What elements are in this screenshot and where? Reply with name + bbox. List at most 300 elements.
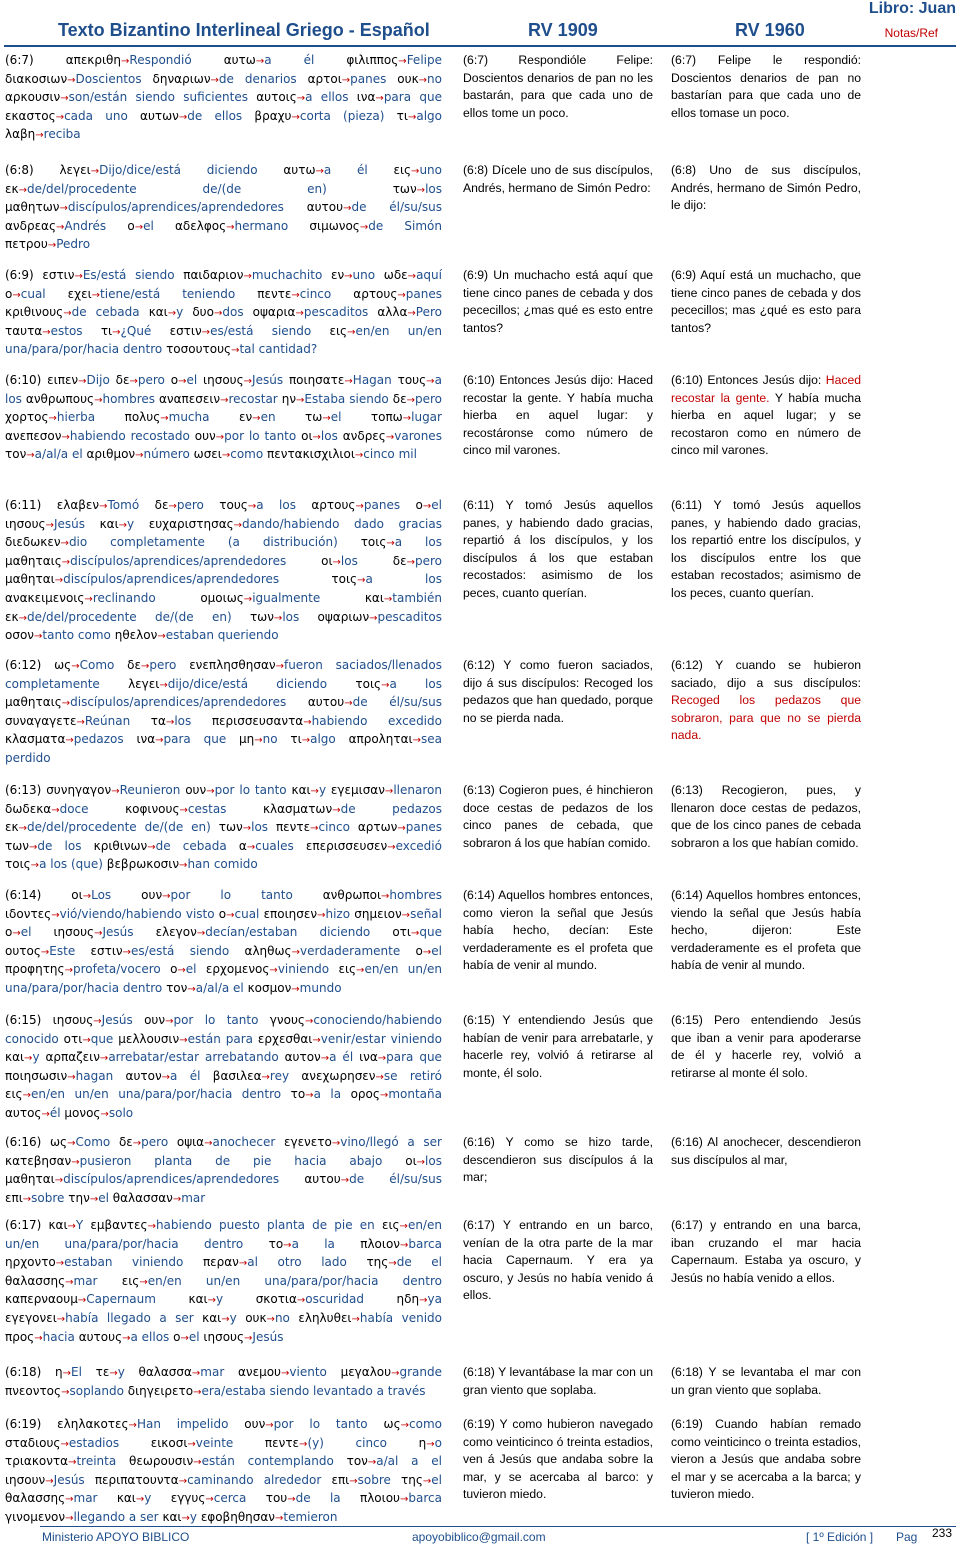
arrow-icon: → <box>407 271 417 282</box>
arrow-icon: → <box>40 946 50 958</box>
rv1909-text <box>463 657 653 727</box>
arrow-icon: → <box>178 376 187 387</box>
spanish-gloss: de él/su/sus <box>349 1172 442 1187</box>
verse-ref: (6:16) <box>5 1135 42 1149</box>
arrow-icon: → <box>22 1090 31 1102</box>
spanish-gloss: es/está siendo <box>131 943 230 958</box>
verse-text: Y como se hizo tarde, descendieron sus discípulos á la mar; <box>463 1135 653 1185</box>
greek-word: λεγει <box>128 676 160 691</box>
jesus-words: Haced recostar la gente. <box>671 373 862 405</box>
spanish-gloss: por lo tanto <box>170 888 293 902</box>
arrow-icon: → <box>165 1016 174 1027</box>
greek-word: κοφινους <box>125 801 180 816</box>
greek-word: ανδρεας <box>5 218 57 233</box>
arrow-icon: → <box>161 1071 171 1083</box>
greek-word: πολυς <box>124 410 161 425</box>
spanish-gloss: no <box>262 732 278 747</box>
spanish-gloss: grande <box>399 1365 442 1379</box>
spanish-gloss: y <box>117 1365 125 1379</box>
greek-word: αληθως <box>244 943 292 958</box>
verse-ref: (6:19) <box>463 1417 495 1431</box>
arrow-icon: → <box>305 1090 314 1102</box>
arrow-icon: → <box>377 1053 387 1065</box>
spanish-gloss: Como <box>79 658 115 672</box>
rv1909-text <box>463 1364 653 1399</box>
spanish-gloss: cuales <box>255 838 294 853</box>
spanish-gloss: hacia <box>42 1329 75 1344</box>
arrow-icon: → <box>399 1221 408 1232</box>
spanish-gloss: el <box>185 962 197 977</box>
greek-word: τον <box>5 447 27 462</box>
greek-word: των <box>392 181 417 196</box>
spanish-gloss: y <box>127 516 135 531</box>
spanish-gloss: para que <box>383 90 442 105</box>
greek-word: και <box>148 305 168 320</box>
verse-ref: (6:17) <box>463 1218 495 1232</box>
spanish-gloss: de él/su/sus <box>352 695 442 710</box>
greek-word: ινα <box>359 1050 378 1065</box>
jesus-words: Recoged los pedazos que sobraron, para que no se pierda nada. <box>671 693 861 743</box>
spanish-gloss: el <box>188 1329 200 1344</box>
spanish-gloss: número <box>143 447 190 462</box>
spanish-gloss: él <box>49 1105 61 1120</box>
arrow-icon: → <box>168 501 177 512</box>
rv1960-text <box>671 1364 861 1399</box>
spanish-gloss: en/en un/en una/para/por/hacia dentro <box>147 1273 442 1288</box>
verse-text: Entonces Jesús dijo: Haced recostar la gente. Y había mucha hierba en aquel lugar: y recostáronse como número de cinco mil varones. <box>463 373 653 458</box>
arrow-icon: → <box>238 1258 248 1270</box>
spanish-gloss: a/al a el <box>376 1454 442 1469</box>
spanish-gloss: panes <box>350 71 387 86</box>
arrow-icon: → <box>179 1034 188 1046</box>
greek-word: επι <box>331 1472 350 1487</box>
verse-text: Dícele uno de sus discípulos, Andrés, hermano de Simón Pedro: <box>463 163 654 195</box>
arrow-icon: → <box>60 1438 69 1450</box>
spanish-gloss: de/del/procedente de/(de en) <box>26 609 232 624</box>
greek-word: κοσμον <box>247 980 292 995</box>
arrow-icon: → <box>65 1276 74 1288</box>
greek-word: αυτον <box>125 1068 162 1083</box>
arrow-icon: → <box>322 413 331 425</box>
greek-word: ηθελον <box>114 628 158 643</box>
spanish-gloss: hombres <box>102 391 156 406</box>
greek-word: εγεμισαν <box>330 783 385 797</box>
greek-word: τι <box>290 732 302 747</box>
arrow-icon: → <box>122 1332 131 1344</box>
verse-ref: (6:15) <box>5 1013 42 1027</box>
arrow-icon: → <box>254 735 263 747</box>
greek-word: ανεπεσον <box>5 428 62 443</box>
arrow-icon: → <box>291 111 300 123</box>
arrow-icon: → <box>65 1494 74 1506</box>
arrow-icon: → <box>60 93 69 105</box>
arrow-icon: → <box>418 74 428 86</box>
spanish-gloss: como <box>409 1417 442 1431</box>
greek-word: θαλασσης <box>5 1491 66 1506</box>
spanish-gloss: a los <box>394 535 442 550</box>
greek-word: τοις <box>360 535 387 550</box>
spanish-gloss: pusieron planta de pie hacia abajo <box>79 1153 383 1168</box>
greek-word: εχει <box>67 286 92 301</box>
arrow-icon: → <box>344 271 353 282</box>
verse-ref: (6:18) <box>5 1365 42 1379</box>
arrow-icon: → <box>220 394 229 406</box>
arrow-icon: → <box>295 308 304 320</box>
greek-word: των <box>5 838 29 853</box>
spanish-gloss: o <box>434 1435 442 1450</box>
page-footer <box>0 1526 960 1548</box>
greek-word: οι <box>321 553 333 568</box>
spanish-gloss: que <box>419 925 442 940</box>
arrow-icon: → <box>61 556 71 568</box>
arrow-icon: → <box>357 575 366 587</box>
rv1960-text <box>671 372 861 460</box>
verse-ref: (6:9) <box>463 268 489 282</box>
arrow-icon: → <box>419 1295 428 1307</box>
spanish-gloss: pero <box>141 1135 169 1149</box>
verse-ref: (6:11) <box>463 498 494 512</box>
arrow-icon: → <box>179 804 188 816</box>
greek-word: και <box>202 1310 222 1325</box>
spanish-gloss: arrebatar/estar arrebatando <box>108 1050 279 1065</box>
greek-word: εις <box>121 1273 140 1288</box>
greek-word: δε <box>115 373 130 387</box>
arrow-icon: → <box>332 804 341 816</box>
greek-word: αρτους <box>311 498 356 512</box>
greek-word: μαθητων <box>5 200 60 215</box>
arrow-icon: → <box>12 928 21 940</box>
greek-word: βασιλεα <box>212 1068 262 1083</box>
rv1960-text <box>671 1217 861 1287</box>
spanish-gloss: Dijo/dice/está diciendo <box>99 163 258 177</box>
spanish-gloss: por lo tanto <box>214 783 287 797</box>
greek-word: ουν <box>185 783 207 797</box>
greek-word: εγενετο <box>283 1135 332 1149</box>
verse-text: Entonces Jesús dijo: <box>707 373 826 387</box>
arrow-icon: → <box>387 841 396 853</box>
verse-text: Y entendiendo Jesús que habían de venir para arrebatarle, y hacerle rey, volvió á retirarse al monte, él solo. <box>463 1013 653 1080</box>
greek-word: ο <box>415 943 423 958</box>
spanish-gloss: también <box>392 590 442 605</box>
spanish-gloss: varones <box>394 428 442 443</box>
greek-word: τοις <box>331 572 358 587</box>
arrow-icon: → <box>22 1193 32 1205</box>
verse-ref: (6:10) <box>671 373 703 387</box>
spanish-gloss: anochecer <box>212 1135 276 1149</box>
spanish-gloss: habiendo puesto planta de pie en <box>155 1218 375 1232</box>
arrow-icon: → <box>139 1276 148 1288</box>
arrow-icon: → <box>160 413 169 425</box>
rv1909-text <box>463 162 653 197</box>
arrow-icon: → <box>206 786 215 797</box>
interlinear-text <box>5 887 442 999</box>
arrow-icon: → <box>28 841 38 853</box>
spanish-gloss: muchachito <box>251 268 323 282</box>
arrow-icon: → <box>310 786 319 797</box>
greek-word: απεκριθη <box>65 53 122 67</box>
spanish-gloss: vino/llegó a ser <box>340 1135 442 1149</box>
spanish-gloss: de pedazos <box>340 801 442 816</box>
spanish-gloss: oscuridad <box>305 1292 364 1307</box>
arrow-icon: → <box>67 1071 76 1083</box>
interlinear-text <box>5 657 442 768</box>
arrow-icon: → <box>47 240 57 252</box>
greek-word: του <box>265 1491 288 1506</box>
spanish-gloss: a la <box>313 1087 342 1102</box>
greek-word: η <box>418 1435 427 1450</box>
arrow-icon: → <box>132 1138 142 1149</box>
rv1909-text <box>463 1012 653 1082</box>
verse-text: Y levantábase la mar con un gran viento que soplaba. <box>463 1365 654 1397</box>
greek-word: επερισσευσεν <box>305 838 388 853</box>
arrow-icon: → <box>56 221 65 233</box>
arrow-icon: → <box>41 1108 50 1120</box>
verse-text: Y como hubieron navegado como veinticinco ó treinta estadios, ven á Jesús que andaba sobre la mar, y se acercaba al barco: y tuvieron miedo. <box>463 1417 653 1502</box>
spanish-gloss: en/en un/en una/para/por/hacia dentro <box>30 1087 282 1102</box>
greek-word: ιησουν <box>5 1472 46 1487</box>
spanish-gloss: hombres <box>389 888 442 902</box>
greek-word: λεγει <box>59 163 91 177</box>
spanish-gloss: Y <box>75 1218 84 1232</box>
greek-word: σιμωνος <box>309 218 360 233</box>
spanish-gloss: ¿Qué <box>120 323 152 338</box>
arrow-icon: → <box>233 519 243 531</box>
verse-ref: (6:8) <box>463 163 489 177</box>
verse-ref: (6:15) <box>463 1013 495 1027</box>
spanish-gloss: Doscientos <box>75 71 142 86</box>
greek-word: τους <box>219 498 248 512</box>
arrow-icon: → <box>391 1368 400 1379</box>
column-header-rv1960: RV 1960 <box>735 20 805 40</box>
spanish-gloss: soplando <box>69 1383 124 1398</box>
greek-word: και <box>188 1292 208 1307</box>
spanish-gloss: barca <box>408 1236 442 1251</box>
arrow-icon: → <box>266 1313 275 1325</box>
greek-word: οι <box>405 1153 417 1168</box>
verse-text: Y como fueron saciados, dijo á sus discípulos: Recoged los pedazos que han quedado, porque no se pierda nada. <box>463 658 653 725</box>
spanish-gloss: lugar <box>411 410 442 425</box>
verse-ref: (6:12) <box>5 658 42 672</box>
verse-ref: (6:9) <box>5 268 34 282</box>
greek-word: ανακειμενοις <box>5 590 85 605</box>
spanish-gloss: decían/estaban diciendo <box>205 925 371 940</box>
verse-ref: (6:14) <box>463 888 495 902</box>
spanish-gloss: tal cantidad? <box>239 342 318 357</box>
interlinear-text <box>5 52 442 145</box>
greek-word: και <box>99 516 119 531</box>
spanish-gloss: a los <box>365 572 442 587</box>
greek-word: ιησους <box>53 925 95 940</box>
arrow-icon: → <box>121 56 130 67</box>
greek-word: οι <box>301 428 313 443</box>
verse-text: Pero entendiendo Jesús que iban a venir para apoderarse de él y hacerle rey, volvió a retirarse al monte él solo. <box>671 1013 862 1080</box>
arrow-icon: → <box>243 593 253 605</box>
spanish-gloss: sobre <box>31 1190 65 1205</box>
spanish-gloss: vió/viendo/habiendo visto <box>59 906 215 921</box>
greek-word: ελαβεν <box>56 498 100 512</box>
arrow-icon: → <box>56 1313 66 1325</box>
verse-text: Aquí está un muchacho, que tiene cinco panes de cebada y dos pececillos; mas ¿qué es esto para tantos? <box>671 268 861 335</box>
arrow-icon: → <box>384 786 394 797</box>
arrow-icon: → <box>68 1457 77 1469</box>
spanish-gloss: a él <box>329 1050 354 1065</box>
greek-word: μαθηται <box>5 1172 55 1187</box>
verse-ref: (6:13) <box>5 783 42 797</box>
rv1909-text <box>463 887 653 975</box>
page-title: Texto Bizantino Interlineal Griego - Español <box>58 20 430 40</box>
arrow-icon: → <box>344 376 353 387</box>
arrow-icon: → <box>65 735 74 747</box>
arrow-icon: → <box>24 1053 33 1065</box>
verse-ref: (6:15) <box>671 1013 703 1027</box>
greek-word: θεωρουσιν <box>129 1454 194 1469</box>
greek-word: ιησους <box>52 1013 94 1027</box>
spanish-gloss: había llegado a ser <box>65 1310 194 1325</box>
spanish-gloss: de/del/procedente de/(de en) <box>26 181 327 196</box>
spanish-gloss: doce <box>59 801 89 816</box>
greek-word: ινα <box>136 732 156 747</box>
arrow-icon: → <box>344 698 353 710</box>
greek-word: τοσουτους <box>166 342 232 357</box>
greek-word: ανεμου <box>237 1365 281 1379</box>
footer-page-number: 233 <box>932 1526 953 1540</box>
arrow-icon: → <box>191 1368 201 1379</box>
greek-word: ορος <box>350 1087 380 1102</box>
spanish-gloss: estaban queriendo <box>165 628 279 643</box>
arrow-icon: → <box>231 345 240 357</box>
notes-ref-label: Notas/Ref <box>884 26 938 40</box>
greek-word: θαλασσαν <box>112 1190 173 1205</box>
greek-word: φιλιππος <box>346 53 399 67</box>
spanish-gloss: discípulos/aprendices/aprendedores <box>63 1172 280 1187</box>
spanish-gloss: mar <box>200 1365 225 1379</box>
spanish-gloss: habiendo recostado <box>69 428 190 443</box>
greek-word: οψαριων <box>317 609 370 624</box>
spanish-gloss: y <box>229 1310 237 1325</box>
spanish-gloss: Tomó <box>107 498 140 512</box>
arrow-icon: → <box>71 1156 80 1168</box>
greek-word: οτι <box>63 1031 83 1046</box>
interlinear-text <box>5 372 442 465</box>
spanish-gloss: dos <box>222 305 244 320</box>
spanish-gloss: dijo/dice/está diciendo <box>167 676 328 691</box>
greek-word: δηναριων <box>152 71 211 86</box>
rv1909-text <box>463 372 653 460</box>
arrow-icon: → <box>299 1438 308 1450</box>
page-header <box>0 0 960 48</box>
arrow-icon: → <box>82 1034 91 1046</box>
spanish-gloss: al otro lado <box>247 1255 347 1270</box>
spanish-gloss: Reúnan <box>84 713 131 728</box>
verse-text: Felipe le respondió: Doscientos denarios de pan no bastarían para que cada uno de ellos tomase un poco. <box>671 53 861 120</box>
spanish-gloss: cinco <box>318 820 350 835</box>
greek-word: καπερναουμ <box>5 1292 78 1307</box>
spanish-gloss: Este <box>49 943 76 958</box>
greek-word: επι <box>5 1190 23 1205</box>
spanish-gloss: hierba <box>56 410 96 425</box>
greek-word: προς <box>5 1329 35 1344</box>
spanish-gloss: pescaditos <box>377 609 442 624</box>
spanish-gloss: a los (que) <box>39 857 103 872</box>
verse-ref: (6:18) <box>671 1365 703 1379</box>
arrow-icon: → <box>45 1475 54 1487</box>
greek-word: συναγαγετε <box>5 713 77 728</box>
spanish-gloss: a los <box>389 676 442 691</box>
greek-word: γνους <box>269 1013 305 1027</box>
verse-ref: (6:9) <box>671 268 697 282</box>
arrow-icon: → <box>243 271 252 282</box>
spanish-gloss: Pedro <box>56 237 91 252</box>
arrow-icon: → <box>62 1368 71 1379</box>
spanish-gloss: cestas <box>187 801 227 816</box>
greek-word: αρτους <box>353 286 398 301</box>
spanish-gloss: como <box>230 447 264 462</box>
spanish-gloss: panes <box>405 820 442 835</box>
arrow-icon: → <box>179 860 188 872</box>
spanish-gloss: llegando a ser <box>73 1509 159 1524</box>
rv1909-text <box>463 1416 653 1504</box>
greek-word: τον <box>346 1454 368 1469</box>
spanish-gloss: en/en un/en una/para/por/hacia dentro <box>5 323 443 357</box>
arrow-icon: → <box>243 376 253 387</box>
spanish-gloss: el <box>20 925 32 940</box>
arrow-icon: → <box>400 1420 409 1431</box>
spanish-gloss: por lo tanto <box>173 1013 259 1027</box>
greek-word: μαθηται <box>5 572 55 587</box>
spanish-gloss: Capernaum <box>86 1292 156 1307</box>
verse-text: Uno de sus discípulos, Andrés, hermano de Simón Pedro, le dijo: <box>671 163 861 213</box>
greek-word: ο <box>415 498 423 512</box>
greek-word: ο <box>173 1329 181 1344</box>
spanish-gloss: ya <box>427 1292 442 1307</box>
spanish-gloss: mar <box>73 1491 98 1506</box>
arrow-icon: → <box>367 1457 377 1469</box>
spanish-gloss: el <box>431 1472 442 1487</box>
arrow-icon: → <box>187 1438 196 1450</box>
arrow-icon: → <box>356 965 365 977</box>
spanish-gloss: cinco mil <box>363 447 417 462</box>
arrow-icon: → <box>159 679 168 691</box>
greek-word: αναπεσειν <box>159 391 221 406</box>
arrow-icon: → <box>265 1420 274 1431</box>
arrow-icon: → <box>134 221 144 233</box>
greek-word: ουν <box>244 1417 266 1431</box>
arrow-icon: → <box>54 1175 64 1187</box>
greek-word: ο <box>170 962 178 977</box>
verse-ref: (6:10) <box>463 373 495 387</box>
arrow-icon: → <box>51 909 60 921</box>
arrow-icon: → <box>375 93 384 105</box>
spanish-gloss: de cebada <box>71 305 140 320</box>
arrow-icon: → <box>135 1494 145 1506</box>
greek-word: δε <box>127 658 141 672</box>
spanish-gloss: que <box>90 1031 114 1046</box>
arrow-icon: → <box>397 289 406 301</box>
greek-word: η <box>55 1365 63 1379</box>
greek-word: ως <box>50 1135 68 1149</box>
arrow-icon: → <box>287 1494 296 1506</box>
spanish-gloss: cual <box>20 286 46 301</box>
greek-word: περιπατουντα <box>94 1472 179 1487</box>
spanish-gloss: Es/está siendo <box>82 268 175 282</box>
footer-page-label: Pag <box>896 1530 918 1544</box>
spanish-gloss: recostar <box>228 391 278 406</box>
greek-word: απροληται <box>348 732 413 747</box>
spanish-gloss: a/al/a el <box>34 447 83 462</box>
arrow-icon: → <box>155 735 164 747</box>
spanish-gloss: rey <box>269 1068 290 1083</box>
rv1960-text <box>671 1134 861 1169</box>
